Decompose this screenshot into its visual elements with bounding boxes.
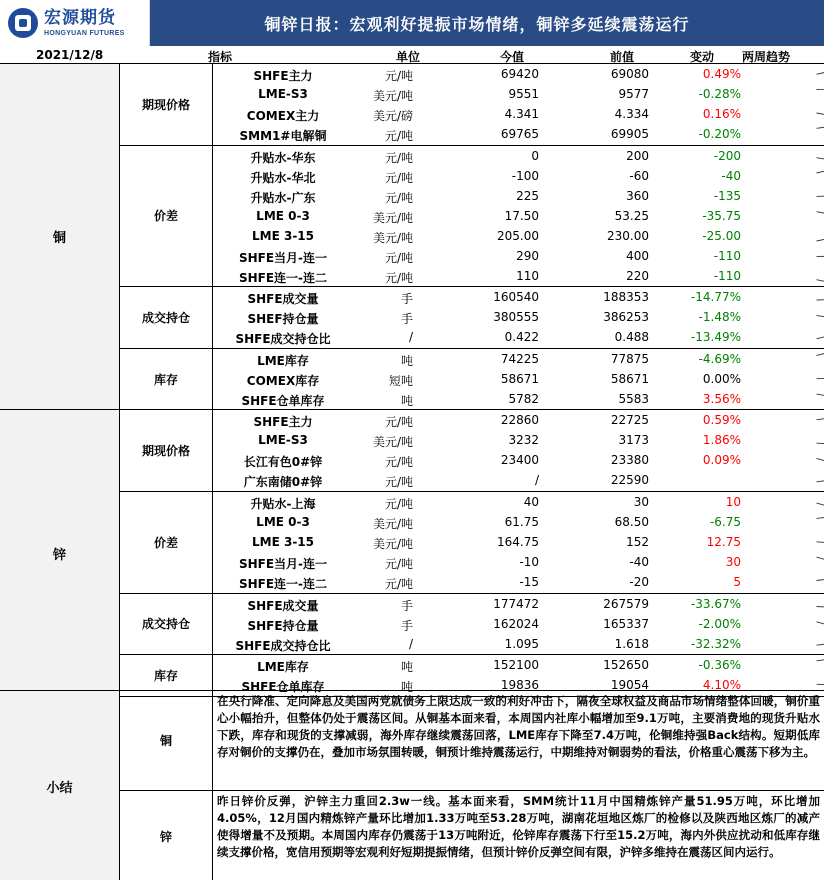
now-value-cell: 290: [516, 248, 539, 263]
subgroup: [120, 492, 824, 594]
unit-cell: 元/吨: [384, 250, 413, 265]
table-row: [213, 287, 824, 307]
change-cell: 12.75: [706, 534, 741, 549]
now-value-cell: 110: [516, 268, 539, 283]
table-row: [213, 572, 824, 592]
change-cell: 0.00%: [702, 371, 741, 386]
indicator-cell: SHFE成交持仓比: [235, 332, 331, 347]
unit-cell: 元/吨: [384, 170, 413, 185]
now-value-cell: 61.75: [504, 514, 539, 529]
table-row: [213, 470, 824, 490]
change-cell: -0.36%: [698, 658, 741, 673]
indicator-cell: SHFE成交持仓比: [235, 638, 331, 653]
unit-cell: 吨: [400, 680, 413, 695]
metal-group: [0, 410, 824, 696]
prev-value-cell: 267579: [603, 596, 649, 611]
subgroup: [120, 594, 824, 656]
prev-value-cell: 69080: [610, 67, 649, 81]
now-value-cell: 40: [523, 494, 539, 509]
table-row: [213, 84, 824, 104]
prev-value-cell: 4.334: [614, 107, 649, 121]
change-cell: 0.49%: [702, 67, 741, 81]
indicator-cell: SHFE主力: [253, 69, 313, 83]
table-row: [213, 369, 824, 389]
change-cell: -110: [713, 248, 741, 263]
unit-cell: 美元/吨: [372, 210, 413, 225]
report-header: [0, 0, 824, 46]
trend-sparkline: [816, 288, 824, 306]
unit-cell: 吨: [400, 393, 413, 408]
now-value-cell: 164.75: [497, 534, 539, 549]
prev-value-cell: 1.618: [614, 636, 649, 651]
unit-cell: 美元/吨: [372, 435, 413, 450]
trend-sparkline: [816, 267, 824, 285]
unit-cell: 手: [400, 312, 413, 327]
col-trend: 两周趋势: [742, 50, 791, 64]
summary-metal-label: 铜: [120, 691, 213, 790]
unit-cell: 吨: [400, 660, 413, 675]
trend-sparkline: [816, 615, 824, 633]
unit-cell: 元/吨: [384, 270, 413, 285]
unit-cell: 元/吨: [384, 455, 413, 470]
indicator-cell: 升贴水-广东: [250, 190, 316, 205]
change-cell: -35.75: [702, 208, 741, 223]
now-value-cell: 380555: [493, 310, 539, 325]
prev-value-cell: 400: [626, 248, 649, 263]
table-row: [213, 307, 824, 327]
change-cell: -13.49%: [690, 330, 741, 345]
trend-sparkline: [816, 370, 824, 388]
prev-value-cell: 53.25: [614, 208, 649, 223]
now-value-cell: 0.422: [504, 330, 539, 345]
subgroup-label: 价差: [120, 492, 213, 593]
change-cell: 0.16%: [702, 107, 741, 121]
indicator-cell: LME 3-15: [252, 228, 314, 243]
col-prev: 前值: [610, 50, 635, 64]
now-value-cell: 69420: [500, 67, 539, 81]
now-value-cell: 5782: [508, 391, 539, 406]
trend-sparkline: [816, 147, 824, 165]
table-row: [213, 104, 824, 124]
indicator-cell: SHFE当月-连一: [238, 250, 328, 265]
table-row: [213, 64, 824, 84]
summary-text-zinc: 昨日锌价反弹，沪锌主力重回2.3w一线。基本面来看，SMM统计11月中国精炼锌产量51.95万吨，环比增加4.05%，12月国内精炼锌产量环比增加1.33万吨至53.28万吨，湖南花垣地区炼厂的检修以及陕西地区炼厂的减产使得增量不及预期。本周国内库存仍震荡于13万吨附近，伦锌库存震荡下行至15.2万吨，海内外供应扰动和低库存继续支撑价格，宽信用预期等宏观利好短期提振情绪，但预计锌价反弹空间有限，沪锌多维持在震荡区间内运行。: [217, 794, 820, 859]
unit-cell: 吨: [400, 353, 413, 368]
now-value-cell: -10: [519, 554, 539, 569]
indicator-cell: LME库存: [257, 660, 309, 675]
trend-sparkline: [816, 125, 824, 143]
prev-value-cell: 9577: [618, 87, 649, 101]
trend-sparkline: [816, 390, 824, 408]
unit-cell: 元/吨: [384, 415, 413, 430]
subgroup: [120, 349, 824, 411]
table-row: [213, 206, 824, 226]
prev-value-cell: 19054: [610, 678, 649, 693]
indicator-cell: SHFE成交量: [247, 598, 319, 613]
trend-sparkline: [816, 656, 824, 674]
trend-sparkline: [816, 247, 824, 265]
prev-value-cell: 77875: [610, 351, 649, 366]
indicator-cell: LME-S3: [258, 433, 308, 448]
unit-cell: 元/吨: [384, 556, 413, 571]
indicator-cell: SHFE连一-连二: [238, 270, 328, 285]
trend-sparkline: [816, 65, 824, 83]
now-value-cell: /: [534, 473, 539, 488]
trend-sparkline: [816, 187, 824, 205]
change-cell: 30: [725, 554, 741, 569]
trend-sparkline: [816, 595, 824, 613]
indicator-cell: LME 0-3: [256, 208, 310, 223]
summary-section: [0, 690, 824, 880]
indicator-cell: 广东南储0#锌: [243, 475, 323, 490]
change-cell: -40: [721, 168, 741, 183]
indicator-cell: COMEX主力: [246, 109, 320, 123]
table-row: [213, 512, 824, 532]
unit-cell: /: [408, 636, 413, 651]
prev-value-cell: 152650: [603, 658, 649, 673]
unit-cell: 美元/吨: [372, 89, 413, 103]
change-cell: -0.20%: [698, 127, 741, 141]
table-row: [213, 552, 824, 572]
prev-value-cell: 23380: [610, 453, 649, 468]
trend-sparkline: [816, 105, 824, 123]
now-value-cell: 23400: [500, 453, 539, 468]
table-row: [213, 410, 824, 430]
subgroup: [120, 146, 824, 288]
indicator-cell: SHFE连一-连二: [238, 576, 328, 591]
trend-sparkline: [816, 533, 824, 551]
unit-cell: 手: [400, 598, 413, 613]
table-row: [213, 327, 824, 347]
unit-cell: 元/吨: [384, 475, 413, 490]
change-cell: -25.00: [702, 228, 741, 243]
change-cell: -14.77%: [690, 290, 741, 305]
col-now: 今值: [500, 50, 525, 64]
table-row: [213, 655, 824, 675]
trend-sparkline: [816, 553, 824, 571]
prev-value-cell: 3173: [618, 433, 649, 448]
now-value-cell: 162024: [493, 616, 539, 631]
change-cell: 3.56%: [702, 391, 741, 406]
trend-sparkline: [816, 350, 824, 368]
indicator-cell: LME库存: [257, 353, 309, 368]
report-date: 2021/12/8: [36, 48, 104, 62]
now-value-cell: 152100: [493, 658, 539, 673]
change-cell: 0.09%: [702, 453, 741, 468]
table-row: [213, 146, 824, 166]
unit-cell: 美元/吨: [372, 516, 413, 531]
prev-value-cell: 188353: [603, 290, 649, 305]
indicator-cell: SHFE仓单库存: [241, 393, 325, 408]
indicator-cell: SHFE持仓量: [247, 618, 319, 633]
change-cell: -1.48%: [698, 310, 741, 325]
prev-value-cell: -40: [629, 554, 649, 569]
indicator-cell: 升贴水-上海: [250, 496, 316, 511]
subgroup: [120, 287, 824, 349]
table-row: [213, 166, 824, 186]
change-cell: 4.10%: [702, 678, 741, 693]
prev-value-cell: -20: [629, 574, 649, 589]
change-cell: -6.75: [709, 514, 741, 529]
subgroup-label: 成交持仓: [120, 287, 213, 348]
subgroup-label: 成交持仓: [120, 594, 213, 655]
table-row: [213, 389, 824, 409]
now-value-cell: -100: [511, 168, 539, 183]
subgroup: [120, 410, 824, 492]
company-logo: [0, 0, 150, 46]
now-value-cell: 69765: [500, 127, 539, 141]
indicator-cell: 升贴水-华东: [250, 150, 316, 165]
trend-sparkline: [816, 207, 824, 225]
trend-sparkline: [816, 493, 824, 511]
subgroup-label: 期现价格: [120, 64, 213, 145]
table-row: [213, 266, 824, 286]
now-value-cell: 58671: [500, 371, 539, 386]
indicator-cell: 长江有色0#锌: [243, 455, 323, 470]
unit-cell: 元/吨: [384, 129, 413, 143]
prev-value-cell: -60: [629, 168, 649, 183]
change-cell: 1.86%: [702, 433, 741, 448]
unit-cell: /: [408, 330, 413, 345]
summary-metal-label: 锌: [120, 791, 213, 880]
prev-value-cell: 0.488: [614, 330, 649, 345]
now-value-cell: 9551: [508, 87, 539, 101]
now-value-cell: 225: [516, 188, 539, 203]
now-value-cell: 160540: [493, 290, 539, 305]
table-row: [213, 349, 824, 369]
prev-value-cell: 386253: [603, 310, 649, 325]
table-row: [213, 614, 824, 634]
table-row: [213, 246, 824, 266]
prev-value-cell: 68.50: [614, 514, 649, 529]
unit-cell: 短吨: [388, 373, 413, 388]
prev-value-cell: 69905: [610, 127, 649, 141]
metal-group: [0, 64, 824, 410]
prev-value-cell: 200: [626, 148, 649, 163]
indicator-cell: LME 3-15: [252, 534, 314, 549]
table-row: [213, 450, 824, 470]
unit-cell: 手: [400, 292, 413, 307]
table-row: [213, 124, 824, 144]
subgroup-label: 库存: [120, 655, 213, 697]
indicator-cell: SHFE当月-连一: [238, 556, 328, 571]
change-cell: -0.28%: [698, 87, 741, 101]
now-value-cell: 4.341: [504, 107, 539, 121]
trend-sparkline: [816, 328, 824, 346]
metal-label: 铜: [0, 64, 120, 409]
change-cell: -33.67%: [690, 596, 741, 611]
subgroup-label: 价差: [120, 146, 213, 287]
unit-cell: 美元/吨: [372, 536, 413, 551]
change-cell: -32.32%: [690, 636, 741, 651]
unit-cell: 元/吨: [384, 150, 413, 165]
now-value-cell: 205.00: [497, 228, 539, 243]
now-value-cell: 0: [531, 148, 539, 163]
unit-cell: 手: [400, 618, 413, 633]
prev-value-cell: 230.00: [607, 228, 649, 243]
prev-value-cell: 5583: [618, 391, 649, 406]
unit-cell: 元/吨: [384, 69, 413, 83]
change-cell: 0.59%: [702, 413, 741, 428]
prev-value-cell: 220: [626, 268, 649, 283]
now-value-cell: 3232: [508, 433, 539, 448]
prev-value-cell: 30: [633, 494, 649, 509]
col-change: 变动: [690, 50, 715, 64]
col-indicator: 指标: [208, 50, 233, 64]
trend-sparkline: [816, 573, 824, 591]
indicator-cell: 升贴水-华北: [250, 170, 316, 185]
prev-value-cell: 165337: [603, 616, 649, 631]
unit-cell: 元/吨: [384, 576, 413, 591]
column-header-row: [0, 46, 824, 64]
col-unit: 单位: [396, 50, 421, 64]
summary-text-copper: 在央行降准、定向降息及美国两党就债务上限达成一致的利好冲击下，隔夜全球权益及商品市场情绪整体回暖，铜价重心小幅抬升，但整体仍处于震荡区间。从铜基本面来看，本周国内社库小幅增加至9.1万吨，主要消费地的现货升贴水下跌，库存和现货的支撑减弱，海外库存继续震荡回落，LME库存下降至7.4万吨，伦铜维持强Back结构。短期低库存对铜价的支撑仍在，叠加市场氛围转暖，铜预计维持震荡运行，中期维持对铜弱势的看法，价格重心震荡下移为主。: [217, 694, 820, 759]
indicator-cell: SHEF持仓量: [247, 312, 319, 327]
table-row: [213, 634, 824, 654]
unit-cell: 美元/磅: [372, 109, 413, 123]
table-row: [213, 430, 824, 450]
change-cell: -200: [713, 148, 741, 163]
change-cell: -135: [713, 188, 741, 203]
summary-label: 小结: [0, 691, 120, 880]
table-row: [213, 532, 824, 552]
now-value-cell: 22860: [500, 413, 539, 428]
prev-value-cell: 58671: [610, 371, 649, 386]
indicator-cell: LME-S3: [258, 87, 308, 101]
logo-name-en: HONGYUAN FUTURES: [44, 29, 125, 37]
trend-sparkline: [816, 227, 824, 245]
unit-cell: 美元/吨: [372, 230, 413, 245]
change-cell: -2.00%: [698, 616, 741, 631]
report-title: 铜锌日报：宏观利好提振市场情绪，铜锌多延续震荡运行: [264, 14, 690, 34]
change-cell: -4.69%: [698, 351, 741, 366]
unit-cell: 元/吨: [384, 190, 413, 205]
indicator-cell: COMEX库存: [246, 373, 320, 388]
summary-row-copper: [120, 691, 824, 791]
now-value-cell: 1.095: [504, 636, 539, 651]
trend-sparkline: [816, 451, 824, 469]
table-row: [213, 492, 824, 512]
metal-label: 锌: [0, 410, 120, 695]
change-cell: 5: [733, 574, 741, 589]
trend-sparkline: [816, 85, 824, 103]
table-row: [213, 186, 824, 206]
trend-sparkline: [816, 411, 824, 429]
table-row: [213, 226, 824, 246]
now-value-cell: 19836: [500, 678, 539, 693]
now-value-cell: 177472: [493, 596, 539, 611]
trend-sparkline: [816, 167, 824, 185]
now-value-cell: 74225: [500, 351, 539, 366]
trend-sparkline: [816, 471, 824, 489]
trend-sparkline: [816, 431, 824, 449]
subgroup-label: 期现价格: [120, 410, 213, 491]
now-value-cell: -15: [519, 574, 539, 589]
prev-value-cell: 22590: [610, 473, 649, 488]
indicator-cell: SMM1#电解铜: [239, 129, 327, 143]
prev-value-cell: 152: [626, 534, 649, 549]
trend-sparkline: [816, 308, 824, 326]
now-value-cell: 17.50: [504, 208, 539, 223]
unit-cell: 元/吨: [384, 496, 413, 511]
prev-value-cell: 22725: [610, 413, 649, 428]
indicator-cell: SHFE仓单库存: [241, 680, 325, 695]
subgroup: [120, 64, 824, 146]
indicator-cell: SHFE成交量: [247, 292, 319, 307]
indicator-cell: SHFE主力: [253, 415, 313, 430]
change-cell: 10: [725, 494, 741, 509]
table-row: [213, 594, 824, 614]
summary-row-zinc: [120, 791, 824, 880]
logo-name-cn: 宏源期货: [44, 7, 116, 28]
prev-value-cell: 360: [626, 188, 649, 203]
logo-emblem-icon: [8, 8, 38, 38]
trend-sparkline: [816, 635, 824, 653]
change-cell: -110: [713, 268, 741, 283]
trend-sparkline: [816, 513, 824, 531]
subgroup-label: 库存: [120, 349, 213, 411]
indicator-cell: LME 0-3: [256, 514, 310, 529]
